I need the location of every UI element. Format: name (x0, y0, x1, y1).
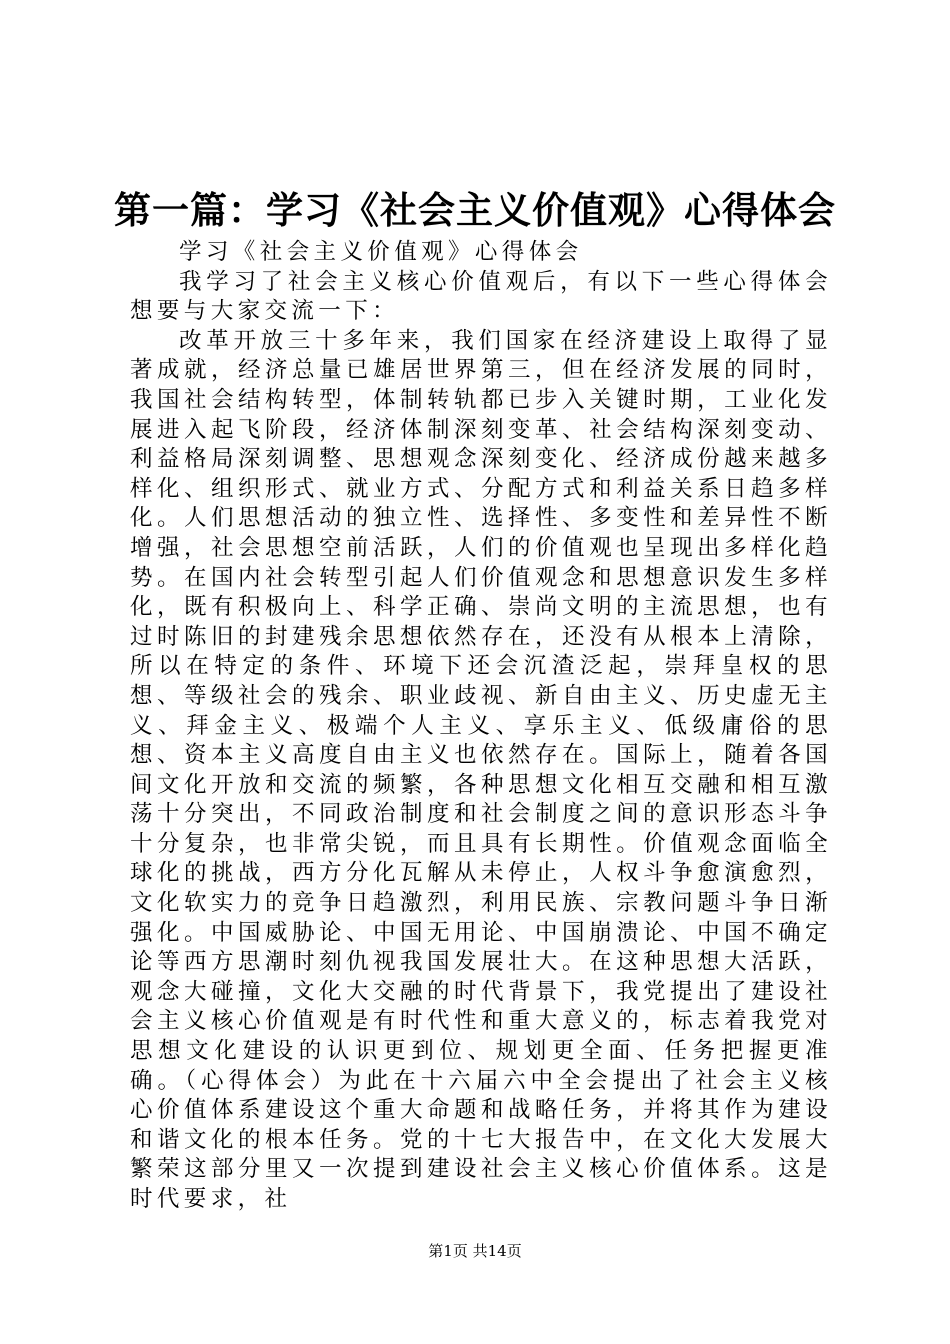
document-title: 第一篇：学习《社会主义价值观》心得体会 (114, 188, 836, 232)
footer-page-prefix: 第 (428, 1242, 444, 1260)
footer-page-number: 1 (443, 1242, 453, 1260)
document-body (130, 238, 832, 1215)
paragraph-intro: 我学习了社会主义核心价值观后，有以下一些心得体会想要与大家交流一下： (130, 268, 832, 325)
paragraph-subtitle: 学习《社会主义价值观》心得体会 (179, 239, 583, 265)
footer-total-pages: 14 (487, 1242, 507, 1260)
footer-page-suffix: 页 (452, 1242, 468, 1260)
page-footer (0, 1241, 950, 1261)
footer-total-prefix: 共 (472, 1242, 488, 1260)
paragraph-main: 改革开放三十多年来，我们国家在经济建设上取得了显著成就，经济总量已雄居世界第三，但在经济发展的同时，我国社会结构转型，体制转轨都已步入关键时期，工业化发展进入起飞阶段，经济体制深刻变革、社会结构深刻变动、利益格局深刻调整、思想观念深刻变化、经济成份越来越多样化、组织形式、就业方式、分配方式和利益关系日趋多样化。人们思想活动的独立性、选择性、多变性和差异性不断增强，社会思想空前活跃，人们的价值观也呈现出多样化趋势。在国内社会转型引起人们价值观念和思想意识发生多样化，既有积极向上、科学正确、崇尚文明的主流思想，也有过时陈旧的封建残余思想依然存在，还没有从根本上清除，所以在特定的条件、环境下还会沉渣泛起，崇拜皇权的思想、等级社会的残余、职业歧视、新自由主义、历史虚无主义、拜金主义、极端个人主义、享乐主义、低级庸俗的思想、资本主义高度自由主义也依然存在。国际上，随着各国间文化开放和交流的频繁，各种思想文化相互交融和相互激荡十分突出，不同政治制度和社会制度之间的意识形态斗争十分复杂，也非常尖锐，而且具有长期性。价值观念面临全球化的挑战，西方分化瓦解从未停止，人权斗争愈演愈烈，文化软实力的竞争日趋激烈，利用民族、宗教问题斗争日渐强化。中国威胁论、中国无用论、中国崩溃论、中国不确定论等西方思潮时刻仇视我国发展壮大。在这种思想大活跃，观念大碰撞，文化大交融的时代背景下，我党提出了建设社会主义核心价值观是有时代性和重大意义的，标志着我党对思想文化建设的认识更到位、规划更全面、任务把握更准确。（心得体会）为此在十六届六中全会提出了社会主义核心价值体系建设这个重大命题和战略任务，并将其作为建设和谐文化的根本任务。党的十七大报告中，在文化大发展大繁荣这部分里又一次提到建设社会主义核心价值体系。这是时代要求，社 (130, 327, 832, 1212)
footer-total-suffix: 页 (506, 1242, 522, 1260)
